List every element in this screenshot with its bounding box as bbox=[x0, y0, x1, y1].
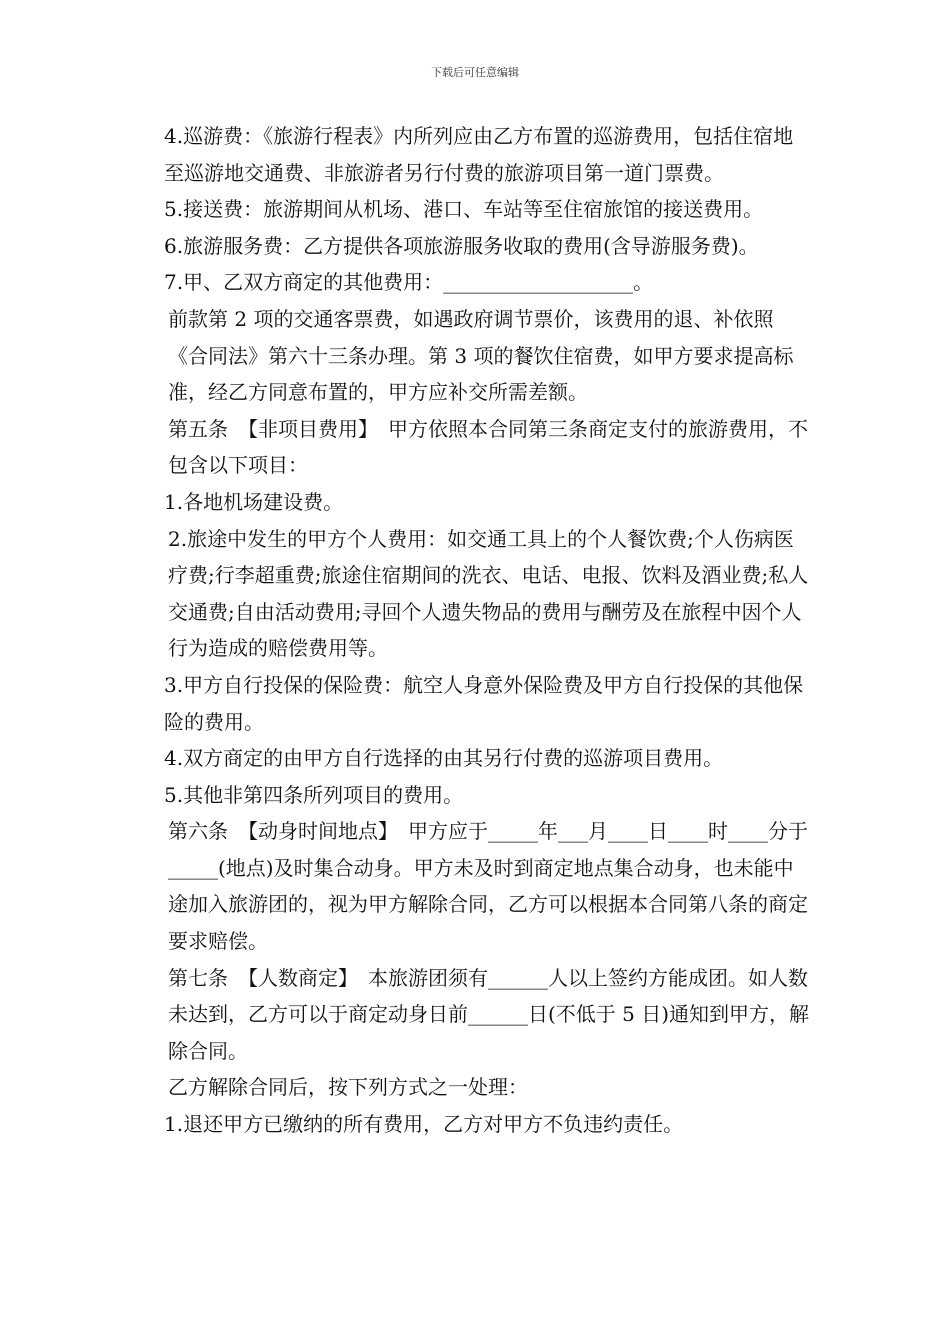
paragraph: 6.旅游服务费：乙方提供各项旅游服务收取的费用(含导游服务费)。 bbox=[164, 233, 759, 258]
paragraph: 2.旅途中发生的甲方个人费用：如交通工具上的个人餐饮费;个人伤病医疗费;行李超重费;旅途住宿期间的洗衣、电话、电报、饮料及酒业费;私人交通费;自由活动费用;寻回个人遗失物品的费用与酬劳及在旅程中因个人行为造成的赔偿费用等。 bbox=[168, 526, 809, 661]
paragraph: 乙方解除合同后，按下列方式之一处理： bbox=[168, 1075, 528, 1100]
paragraph: 5.其他非第四条所列项目的费用。 bbox=[164, 782, 464, 807]
section-heading-paragraph: 第五条 【非项目费用】 甲方依照本合同第三条商定支付的旅游费用，不包含以下项目： bbox=[168, 416, 808, 478]
page-header: 下载后可任意编辑 bbox=[431, 66, 519, 79]
paragraph: 1.各地机场建设费。 bbox=[164, 489, 344, 514]
paragraph: 3.甲方自行投保的保险费：航空人身意外保险费及甲方自行投保的其他保险的费用。 bbox=[164, 672, 804, 734]
document-body bbox=[144, 118, 812, 1143]
paragraph: 4.双方商定的由甲方自行选择的由其另行付费的巡游项目费用。 bbox=[164, 746, 724, 771]
paragraph: 1.退还甲方已缴纳的所有费用，乙方对甲方不负违约责任。 bbox=[164, 1112, 684, 1137]
section-heading-paragraph: 第七条 【人数商定】 本旅游团须有______人以上签约方能成团。如人数未达到，乙方可以于商定动身日前______日(不低于 5 日)通知到甲方，解除合同。 bbox=[168, 965, 810, 1063]
paragraph: 4.巡游费：《旅游行程表》内所列应由乙方布置的巡游费用，包括住宿地至巡游地交通费、非旅游者另行付费的旅游项目第一道门票费。 bbox=[164, 124, 794, 185]
paragraph: 5.接送费：旅游期间从机场、港口、车站等至住宿旅馆的接送费用。 bbox=[164, 197, 764, 222]
section-heading-paragraph: 第六条 【动身时间地点】 甲方应于_____年___月____日____时____分于_____(地点)及时集合动身。甲方未及时到商定地点集合动身，也未能中途加入旅游团的，视为甲方解除合同，乙方可以根据本合同第八条的商定要求赔偿。 bbox=[168, 819, 808, 954]
paragraph: 前款第 2 项的交通客票费，如遇政府调节票价，该费用的退、补依照《合同法》第六十三条办理。第 3 项的餐饮住宿费，如甲方要求提高标准，经乙方同意布置的，甲方应补交所需差额。 bbox=[168, 306, 794, 405]
paragraph: 7.甲、乙双方商定的其他费用：___________________。 bbox=[164, 270, 654, 295]
